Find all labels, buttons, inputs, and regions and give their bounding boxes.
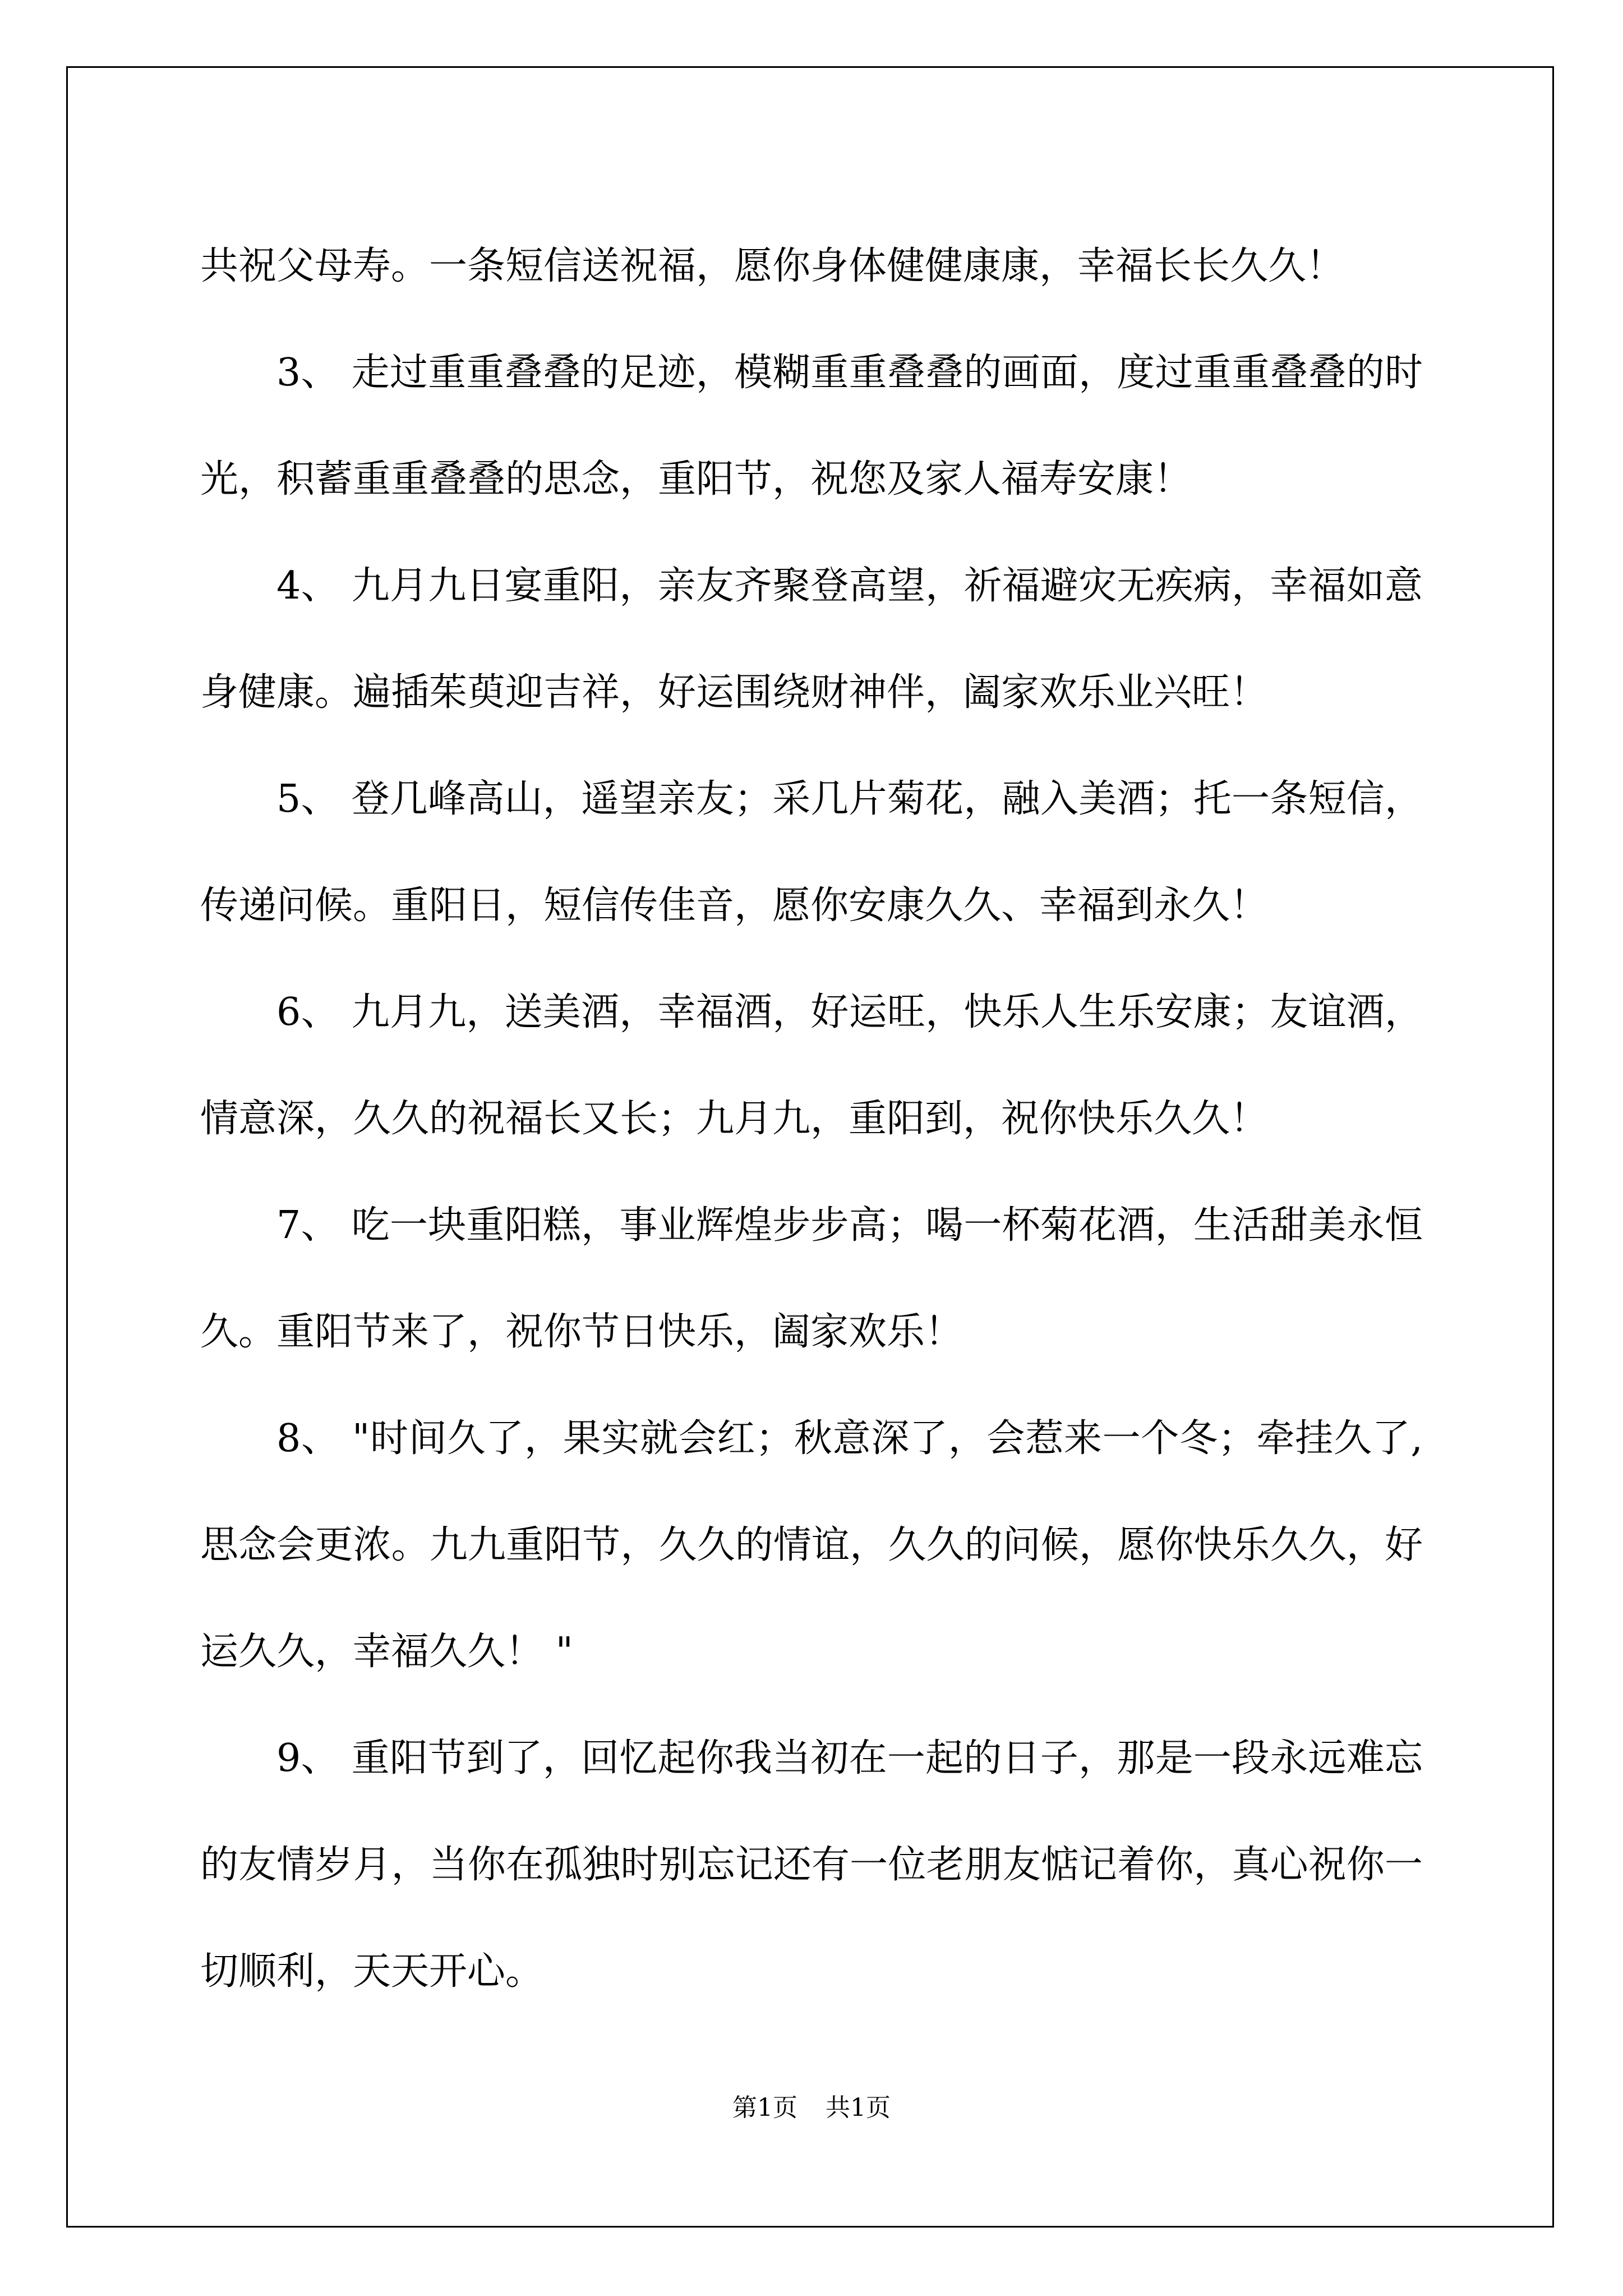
document-body [200,213,1423,2025]
paragraph: 共祝父母寿。一条短信送祝福，愿你身体健健康康，幸福长长久久！ [200,244,1345,288]
paragraph: 4、 九月九日宴重阳，亲友齐聚登高望，祈福避灾无疾病，幸福如意身健康。遍插茱萸迎吉祥，好运围绕财神伴，阖家欢乐业兴旺！ [200,564,1423,715]
page-number: 第1页 [732,2093,797,2122]
page-total: 共1页 [826,2093,891,2122]
paragraph: 3、 走过重重叠叠的足迹，模糊重重叠叠的画面，度过重重叠叠的时光，积蓄重重叠叠的思念，重阳节，祝您及家人福寿安康！ [200,351,1423,501]
paragraph: 6、 九月九，送美酒，幸福酒，好运旺，快乐人生乐安康；友谊酒，情意深，久久的祝福长又长；九月九，重阳到，祝你快乐久久！ [200,990,1423,1141]
paragraph: 8、 "时间久了，果实就会红；秋意深了，会惹来一个冬；牵挂久了,思念会更浓。九九重阳节，久久的情谊，久久的问候，愿你快乐久久，好运久久，幸福久久！ " [200,1416,1423,1674]
page-footer [0,2091,1623,2125]
paragraph: 7、 吃一块重阳糕，事业辉煌步步高；喝一杯菊花酒，生活甜美永恒久。重阳节来了，祝你节日快乐，阖家欢乐！ [200,1203,1423,1354]
paragraph: 9、 重阳节到了，回忆起你我当初在一起的日子，那是一段永远难忘的友情岁月，当你在孤独时别忘记还有一位老朋友惦记着你，真心祝你一切顺利，天天开心。 [200,1736,1423,1994]
paragraph: 5、 登几峰高山，遥望亲友；采几片菊花，融入美酒；托一条短信，传递问候。重阳日，短信传佳音，愿你安康久久、幸福到永久！ [200,777,1423,928]
